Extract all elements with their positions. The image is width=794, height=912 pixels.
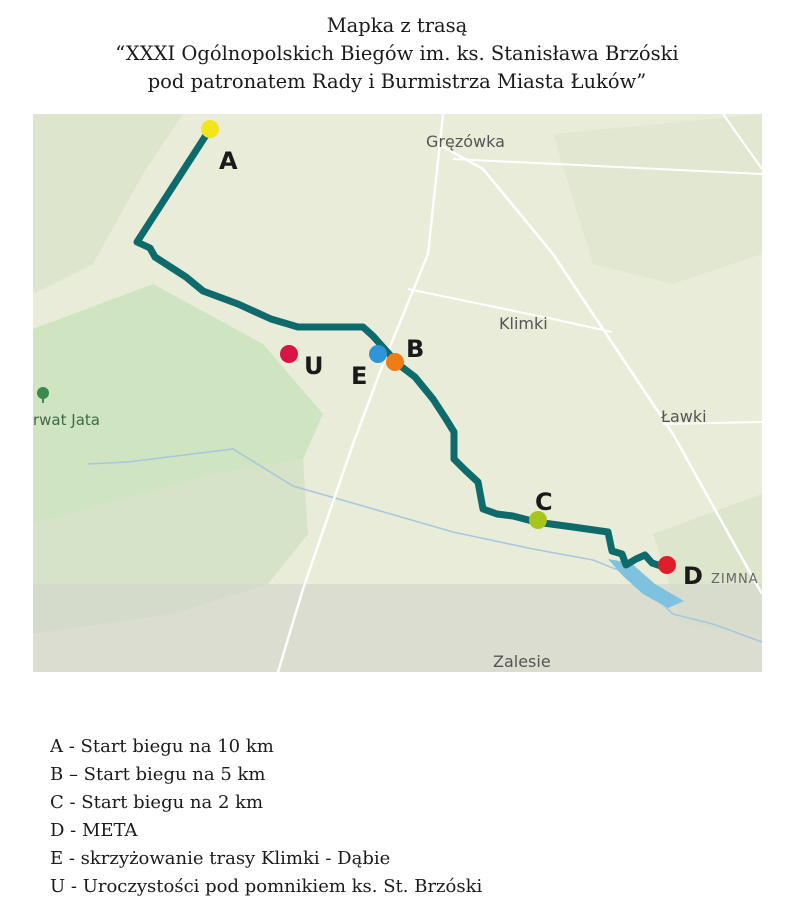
title-line-3: pod patronatem Rady i Burmistrza Miasta Łuków” [147,70,647,93]
place-label-klimki: Klimki [499,314,548,333]
point-c-label: C [535,488,553,516]
legend-item-d: D - META [50,820,138,841]
place-label-rezerwat: rwat Jata [33,411,100,429]
title-line-2: “XXXI Ogólnopolskich Biegów im. ks. Stanisława Brzóski [115,42,679,65]
legend [50,733,482,901]
legend-item-u: U - Uroczystości pod pomnikiem ks. St. Brzóski [50,876,483,897]
legend-item-c: C - Start biegu na 2 km [50,792,264,813]
place-label-zalesie: Zalesie [493,652,551,671]
legend-item-b: B – Start biegu na 5 km [50,764,266,785]
point-d-label: D [683,562,703,590]
point-a-label: A [219,147,238,175]
point-d-marker[interactable] [658,556,676,574]
point-b-label: B [406,335,425,363]
legend-item-e: E - skrzyżowanie trasy Klimki - Dąbie [50,848,391,869]
point-u-label: U [304,352,324,380]
place-label-zimna: ZIMNA [711,572,759,587]
point-a-marker[interactable] [201,120,219,138]
place-label-lawki: Ławki [661,407,707,426]
place-label-grezowka: Gręzówka [426,132,505,151]
legend-item-a: A - Start biegu na 10 km [50,736,274,757]
point-e-label: E [351,362,368,390]
title-line-1: Mapka z trasą [326,14,468,37]
point-u-marker[interactable] [280,345,298,363]
point-e-marker[interactable] [369,345,387,363]
point-b-marker[interactable] [386,353,404,371]
page-title [0,12,794,96]
route-map[interactable] [33,114,762,672]
